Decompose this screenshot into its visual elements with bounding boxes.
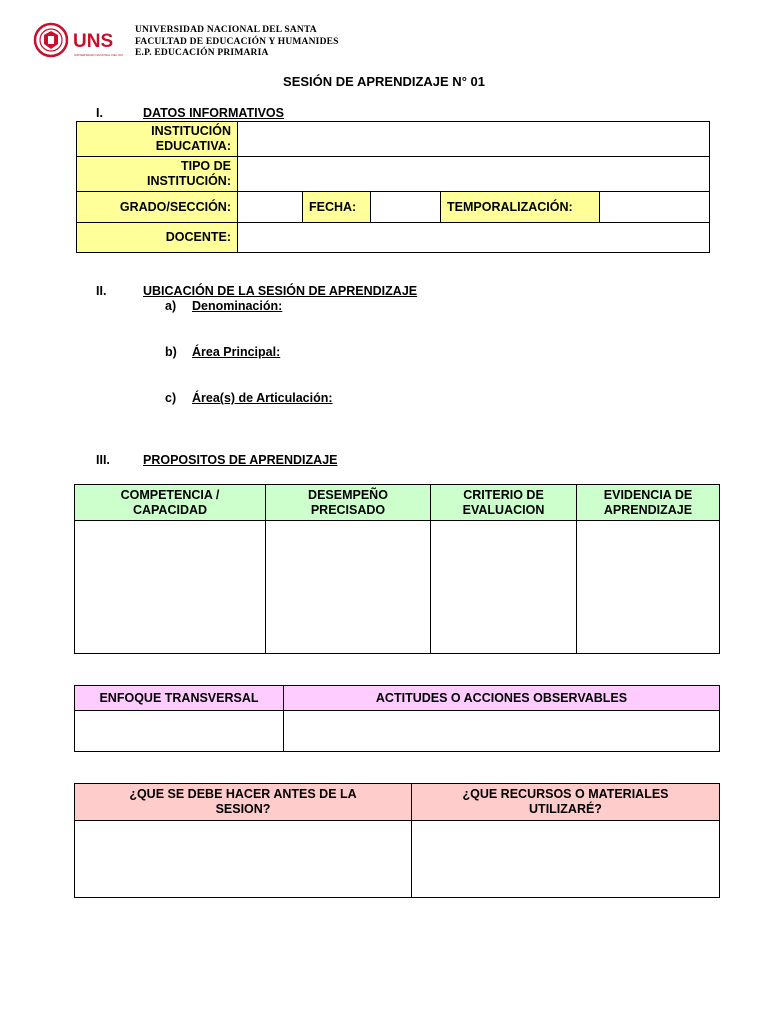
actitudes-cell[interactable]	[284, 711, 720, 752]
institucion-label: INSTITUCIÓN EDUCATIVA:	[77, 122, 238, 157]
grado-field[interactable]	[238, 192, 303, 223]
antes-cell[interactable]	[75, 821, 412, 898]
svg-text:UNIVERSIDAD NACIONAL DEL SANTA: UNIVERSIDAD NACIONAL DEL SANTA	[74, 53, 123, 57]
institucion-field[interactable]	[238, 122, 710, 157]
criterio-cell[interactable]	[431, 521, 577, 654]
datos-informativos-table	[76, 121, 710, 253]
fecha-field[interactable]	[371, 192, 441, 223]
header-school: E.P. EDUCACIÓN PRIMARIA	[135, 48, 269, 58]
svg-text:UNS: UNS	[73, 31, 114, 52]
header-enfoque: ENFOQUE TRANSVERSAL	[75, 686, 284, 711]
header-recursos: ¿QUE RECURSOS O MATERIALES UTILIZARÉ?	[412, 784, 720, 821]
enfoque-table	[74, 685, 720, 752]
header-actitudes: ACTITUDES O ACCIONES OBSERVABLES	[284, 686, 720, 711]
temporalizacion-label: TEMPORALIZACIÓN:	[441, 192, 600, 223]
header-competencia: COMPETENCIA / CAPACIDAD	[75, 485, 266, 521]
section-3-number: III.	[96, 453, 110, 467]
temporalizacion-field[interactable]	[600, 192, 710, 223]
tipo-label: TIPO DE INSTITUCIÓN:	[77, 157, 238, 192]
uns-logo	[33, 22, 123, 62]
area-principal-label: Área Principal:	[192, 345, 281, 359]
denominacion-label: Denominación:	[192, 299, 283, 313]
docente-label: DOCENTE:	[77, 223, 238, 253]
sub-item-letter: a)	[165, 299, 177, 313]
section-1-number: I.	[96, 106, 103, 120]
section-3-title: PROPOSITOS DE APRENDIZAJE	[143, 453, 338, 467]
header-university: UNIVERSIDAD NACIONAL DEL SANTA	[135, 25, 317, 35]
section-2-number: II.	[96, 284, 107, 298]
header-faculty: FACULTAD DE EDUCACIÓN Y HUMANIDES	[135, 37, 339, 47]
recursos-cell[interactable]	[412, 821, 720, 898]
enfoque-cell[interactable]	[75, 711, 284, 752]
section-2-title: UBICACIÓN DE LA SESIÓN DE APRENDIZAJE	[143, 284, 418, 298]
header-antes: ¿QUE SE DEBE HACER ANTES DE LA SESION?	[75, 784, 412, 821]
propositos-table	[74, 484, 720, 654]
header-evidencia: EVIDENCIA DE APRENDIZAJE	[577, 485, 720, 521]
docente-field[interactable]	[238, 223, 710, 253]
antes-recursos-table	[74, 783, 720, 898]
area-articulacion-label: Área(s) de Articulación:	[192, 391, 333, 405]
page-title: SESIÓN DE APRENDIZAJE N° 01	[283, 74, 485, 89]
header-desempeno: DESEMPEÑO PRECISADO	[266, 485, 431, 521]
section-1-title: DATOS INFORMATIVOS	[143, 106, 284, 120]
sub-item-letter: b)	[165, 345, 177, 359]
header-criterio: CRITERIO DE EVALUACION	[431, 485, 577, 521]
grado-label: GRADO/SECCIÓN:	[77, 192, 238, 223]
competencia-cell[interactable]	[75, 521, 266, 654]
fecha-label: FECHA:	[303, 192, 371, 223]
sub-item-letter: c)	[165, 391, 177, 405]
desempeno-cell[interactable]	[266, 521, 431, 654]
evidencia-cell[interactable]	[577, 521, 720, 654]
tipo-field[interactable]	[238, 157, 710, 192]
